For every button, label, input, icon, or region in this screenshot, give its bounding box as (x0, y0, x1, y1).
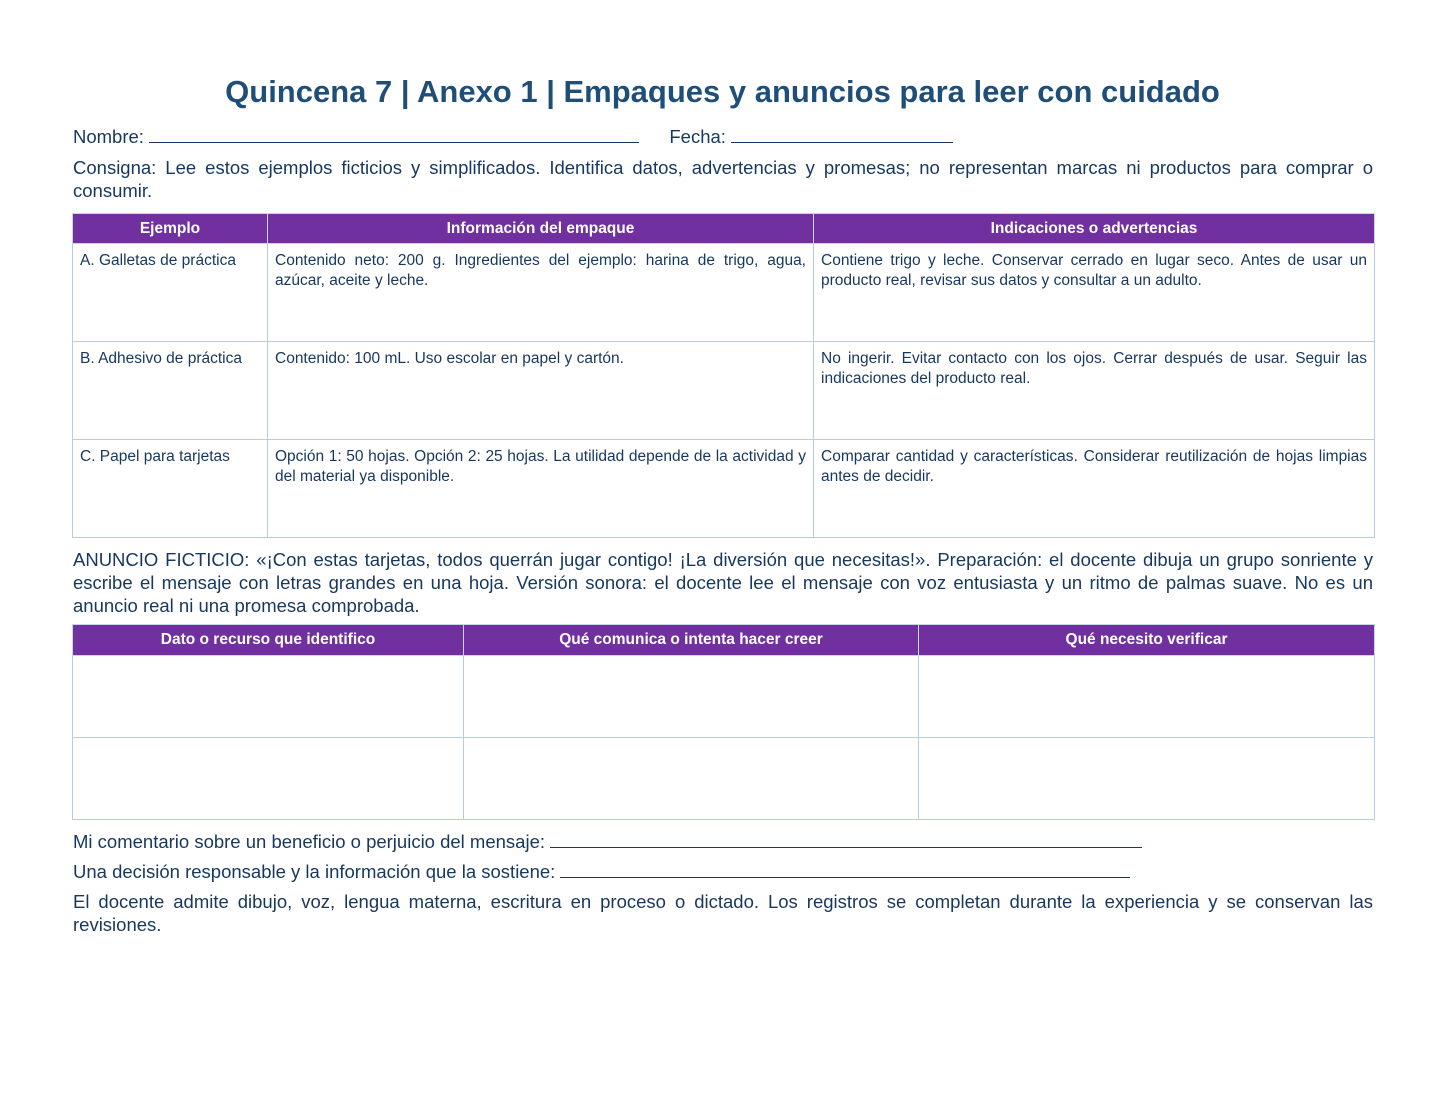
name-date-line (73, 124, 1373, 148)
table-row (73, 342, 1375, 440)
table-header-row (73, 214, 1375, 244)
fecha-label: Fecha: (669, 126, 726, 147)
header-ejemplo: Ejemplo (73, 214, 268, 244)
decision-line (73, 859, 1373, 883)
analisis-table (72, 624, 1375, 820)
empaques-table (72, 213, 1375, 538)
answer-cell-comunica[interactable] (464, 656, 919, 738)
cell-info: Opción 1: 50 hojas. Opción 2: 25 hojas. La utilidad depende de la actividad y del material ya disponible. (268, 440, 814, 538)
answer-cell-dato[interactable] (73, 738, 464, 820)
header-informacion: Información del empaque (268, 214, 814, 244)
cell-indicaciones: Contiene trigo y leche. Conservar cerrado en lugar seco. Antes de usar un producto real, revisar sus datos y consultar a un adulto. (814, 244, 1375, 342)
anuncio-text: ANUNCIO FICTICIO: «¡Con estas tarjetas, todos querrán jugar contigo! ¡La diversión que necesitas!». Preparación: el docente dibuja un grupo sonriente y escribe el mensaje con letras grandes en una hoja. Versión sonora: el docente lee el mensaje con voz entusiasta y un ritmo de palmas suave. No es un anuncio real ni una promesa comprobada. (73, 549, 1373, 616)
answer-cell-verificar[interactable] (919, 738, 1375, 820)
comentario-field[interactable] (550, 829, 1142, 848)
nombre-label: Nombre: (73, 126, 144, 147)
cell-indicaciones: No ingerir. Evitar contacto con los ojos. Cerrar después de usar. Seguir las indicaciones del producto real. (814, 342, 1375, 440)
cell-ejemplo: A. Galletas de práctica (73, 244, 268, 342)
table-row (73, 440, 1375, 538)
answer-cell-verificar[interactable] (919, 656, 1375, 738)
answer-cell-dato[interactable] (73, 656, 464, 738)
cell-info: Contenido neto: 200 g. Ingredientes del ejemplo: harina de trigo, agua, azúcar, aceite y leche. (268, 244, 814, 342)
decision-label: Una decisión responsable y la información que la sostiene: (73, 861, 556, 882)
page-title: Quincena 7 | Anexo 1 | Empaques y anuncios para leer con cuidado (225, 74, 1220, 109)
answer-cell-comunica[interactable] (464, 738, 919, 820)
header-verificar: Qué necesito verificar (919, 625, 1375, 656)
header-dato: Dato o recurso que identifico (73, 625, 464, 656)
table-row (73, 738, 1375, 820)
comentario-label: Mi comentario sobre un beneficio o perjuicio del mensaje: (73, 831, 546, 852)
table-row (73, 244, 1375, 342)
header-indicaciones: Indicaciones o advertencias (814, 214, 1375, 244)
cell-indicaciones: Comparar cantidad y características. Considerar reutilización de hojas limpias antes de decidir. (814, 440, 1375, 538)
cell-ejemplo: C. Papel para tarjetas (73, 440, 268, 538)
nombre-field[interactable] (149, 124, 639, 143)
table-row (73, 656, 1375, 738)
consigna-text: Consigna: Lee estos ejemplos ficticios y simplificados. Identifica datos, advertencias y promesas; no representan marcas ni productos para comprar o consumir. (73, 157, 1373, 201)
header-comunica: Qué comunica o intenta hacer creer (464, 625, 919, 656)
cell-ejemplo: B. Adhesivo de práctica (73, 342, 268, 440)
comentario-line (73, 829, 1373, 853)
fecha-field[interactable] (731, 124, 953, 143)
nota-text: El docente admite dibujo, voz, lengua materna, escritura en proceso o dictado. Los registros se completan durante la experiencia y se conservan las revisiones. (73, 891, 1373, 935)
decision-field[interactable] (560, 859, 1130, 878)
table-header-row (73, 625, 1375, 656)
cell-info: Contenido: 100 mL. Uso escolar en papel y cartón. (268, 342, 814, 440)
